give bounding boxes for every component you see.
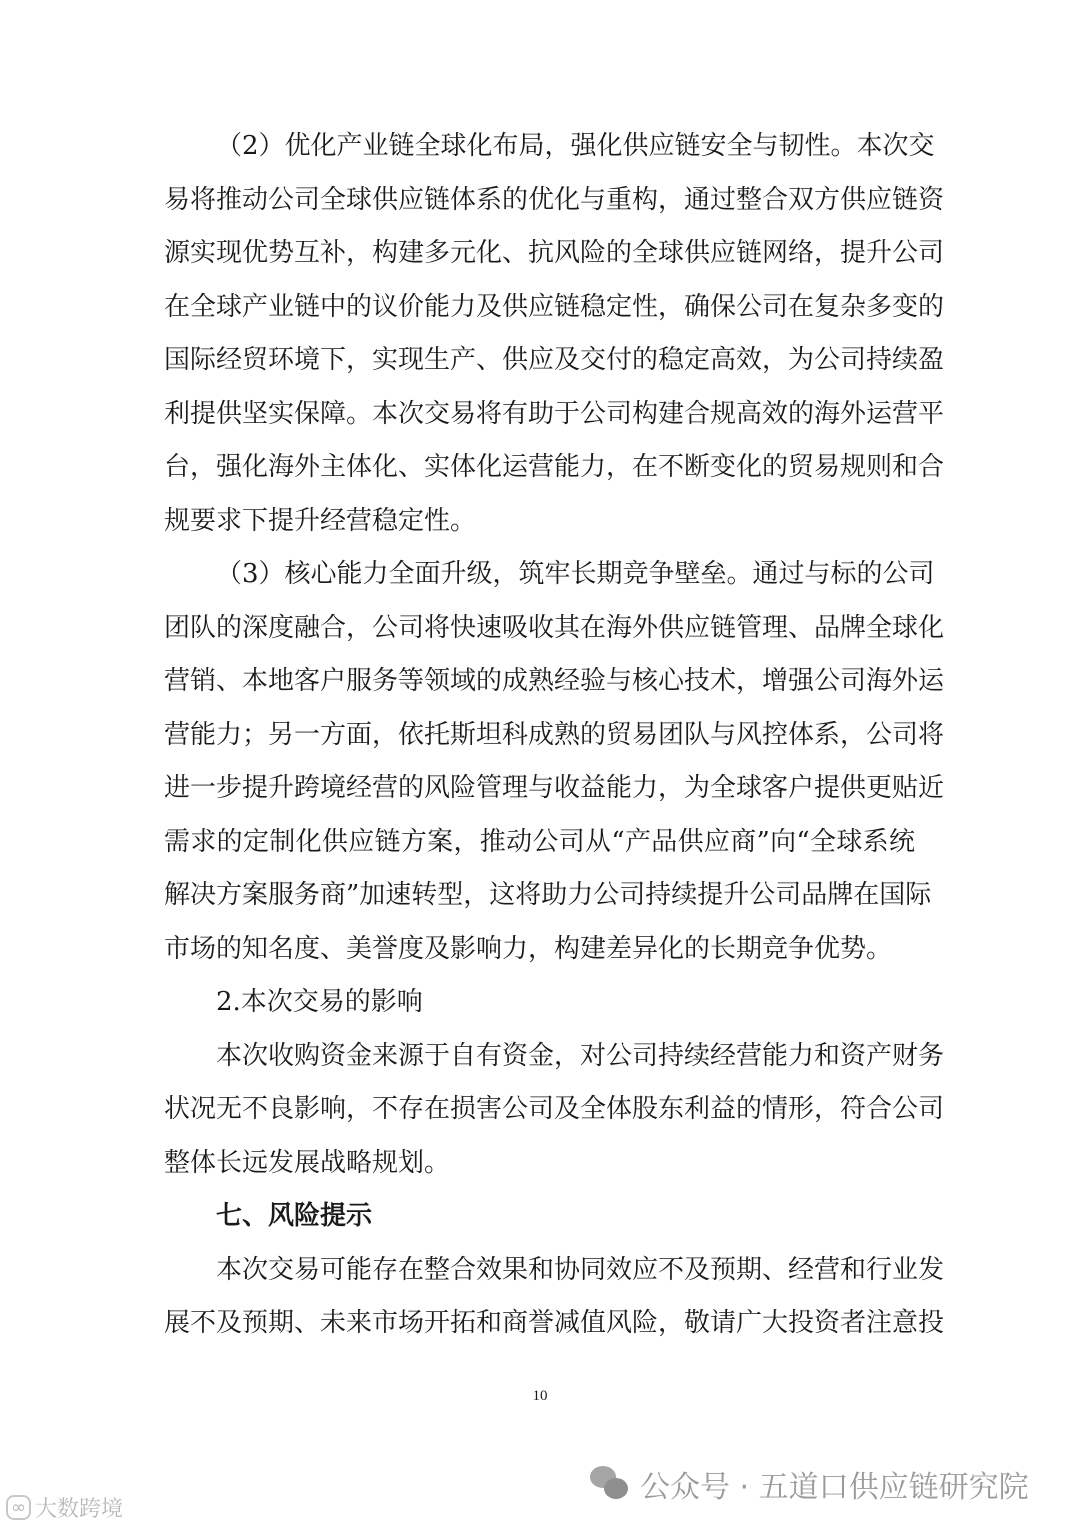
paragraph-line: 团队的深度融合，公司将快速吸收其在海外供应链管理、品牌全球化 [164,612,945,643]
paragraph-line: 需求的定制化供应链方案，推动公司从“产品供应商”向“全球系统 [164,826,915,857]
paragraph-line: 本次收购资金来源于自有资金，对公司持续经营能力和资产财务 [216,1040,945,1071]
brand-watermark [6,1492,123,1523]
paragraph-line: 整体长远发展战略规划。 [164,1147,451,1178]
paragraph-line: （3）核心能力全面升级，筑牢长期竞争壁垒。通过与标的公司 [216,559,935,589]
brand-watermark-text: 大数跨境 [35,1497,124,1522]
paragraph-line: 易将推动公司全球供应链体系的优化与重构，通过整合双方供应链资 [164,184,945,215]
wechat-icon [590,1466,630,1502]
section-heading: 七、风险提示 [216,1201,373,1231]
paragraph-line: 源实现优势互补，构建多元化、抗风险的全球供应链网络，提升公司 [164,238,945,268]
paragraph-line: 展不及预期、未来市场开拓和商誉减值风险，敬请广大投资者注意投 [164,1308,945,1338]
paragraph-line: 进一步提升跨境经营的风险管理与收益能力，为全球客户提供更贴近 [164,773,945,803]
paragraph-line: 国际经贸环境下，实现生产、供应及交付的稳定高效，为公司持续盈 [164,345,945,375]
page-number: 10 [532,1388,548,1404]
paragraph-line: 在全球产业链中的议价能力及供应链稳定性，确保公司在复杂多变的 [164,291,945,322]
wechat-watermark-text: 公众号 · 五道口供应链研究院 [640,1470,1029,1505]
paragraph-line: 营能力；另一方面，依托斯坦科成熟的贸易团队与风控体系，公司将 [164,719,945,750]
paragraph-line: 利提供坚实保障。本次交易将有助于公司构建合规高效的海外运营平 [164,398,945,429]
paragraph-line: 状况无不良影响，不存在损害公司及全体股东利益的情形，符合公司 [164,1094,945,1124]
paragraph-line: 营销、本地客户服务等领域的成熟经验与核心技术，增强公司海外运 [164,666,945,696]
paragraph-line: 市场的知名度、美誉度及影响力，构建差异化的长期竞争优势。 [164,933,893,964]
document-body [164,120,945,1351]
subsection-heading: 2.本次交易的影响 [216,987,423,1017]
paragraph-line: 本次交易可能存在整合效果和协同效应不及预期、经营和行业发 [216,1254,945,1285]
paragraph-line: 台，强化海外主体化、实体化运营能力，在不断变化的贸易规则和合 [164,452,945,482]
brand-logo-icon: ∞ [6,1495,31,1520]
paragraph-line: 规要求下提升经营稳定性。 [164,505,477,536]
paragraph-line: 解决方案服务商”加速转型，这将助力公司持续提升公司品牌在国际 [164,880,932,910]
wechat-watermark [590,1462,1029,1506]
paragraph-line: （2）优化产业链全球化布局，强化供应链安全与韧性。本次交 [216,131,935,161]
